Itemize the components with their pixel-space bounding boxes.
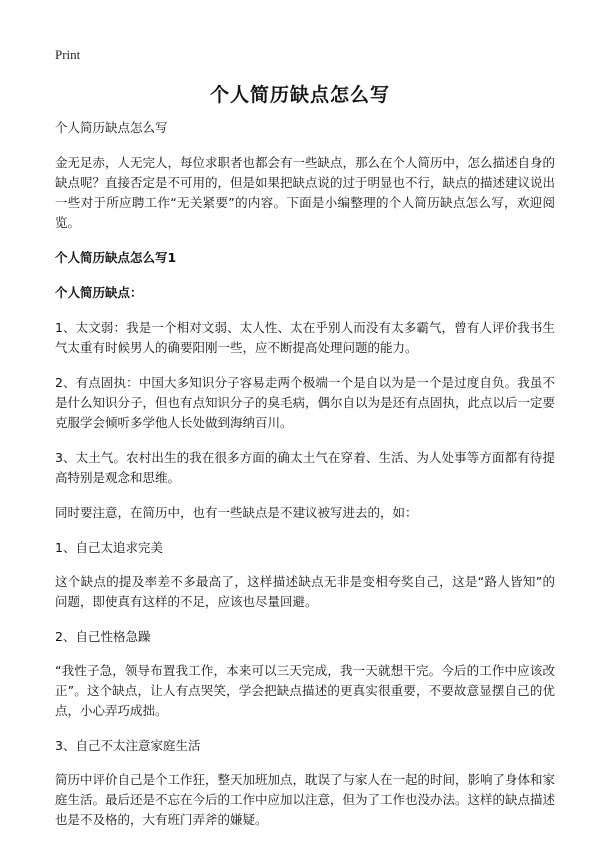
article-body (55, 118, 555, 845)
print-label: Print (55, 47, 81, 62)
avoid-item-title: 1、自己太追求完美 (55, 540, 163, 555)
avoid-item-title: 3、自己不太注意家庭生活 (55, 738, 201, 753)
section-heading: 个人简历缺点怎么写1 (55, 250, 177, 265)
subtitle: 个人简历缺点怎么写 (55, 120, 168, 135)
avoid-item-text: 简历中评价自己是个工作狂，整天加班加点，耽误了与家人在一起的时间，影响了身体和家庭生活。最后还是不忘在今后的工作中应加以注意，但为了工作也没办法。这样的缺点描述也是不及格的，大有班门弄斧的嫌疑。 (55, 772, 556, 827)
avoid-item-text: 这个缺点的提及率差不多最高了，这样描述缺点无非是变相夸奖自己，这是“路人皆知”的问题，即使真有这样的不足，应该也尽量回避。 (55, 574, 555, 609)
section-subheading: 个人简历缺点： (55, 285, 143, 300)
avoid-item-text: “我性子急，领导布置我工作，本来可以三天完成，我一天就想干完。今后的工作中应该改正”。这个缺点，让人有点哭笑，学会把缺点描述的更真实很重要，不要故意显摆自己的优点，小心弄巧成拙。 (55, 663, 555, 718)
note-paragraph: 同时要注意，在简历中，也有一些缺点是不建议被写进去的，如： (55, 505, 418, 520)
avoid-item-title: 2、自己性格急躁 (55, 629, 151, 644)
intro-paragraph: 金无足赤，人无完人，每位求职者也都会有一些缺点，那么在个人简历中，怎么描述自身的缺点呢？直接否定是不可用的，但是如果把缺点说的过于明显也不行，缺点的描述建议说出一些对于所应聘工作“无关紧要”的内容。下面是小编整理的个人简历缺点怎么写，欢迎阅览。 (55, 155, 556, 230)
page-title: 个人简历缺点怎么写 (209, 84, 390, 106)
list-item: 1、太文弱：我是一个相对文弱、太人性、太在乎别人而没有太多霸气，曾有人评价我书生气太重有时候男人的确要阳刚一些，应不断提高处理问题的能力。 (55, 320, 555, 355)
list-item: 3、太土气。农村出生的我在很多方面的确太土气在穿着、生活、为人处事等方面都有待提高特别是观念和思维。 (55, 450, 555, 485)
list-item: 2、有点固执：中国大多知识分子容易走两个极端一个是自以为是一个是过度自负。我虽不是什么知识分子，但也有点知识分子的臭毛病，偶尔自以为是还有点固执，此点以后一定要克服学会倾听多学他人长处做到海纳百川。 (55, 375, 556, 430)
